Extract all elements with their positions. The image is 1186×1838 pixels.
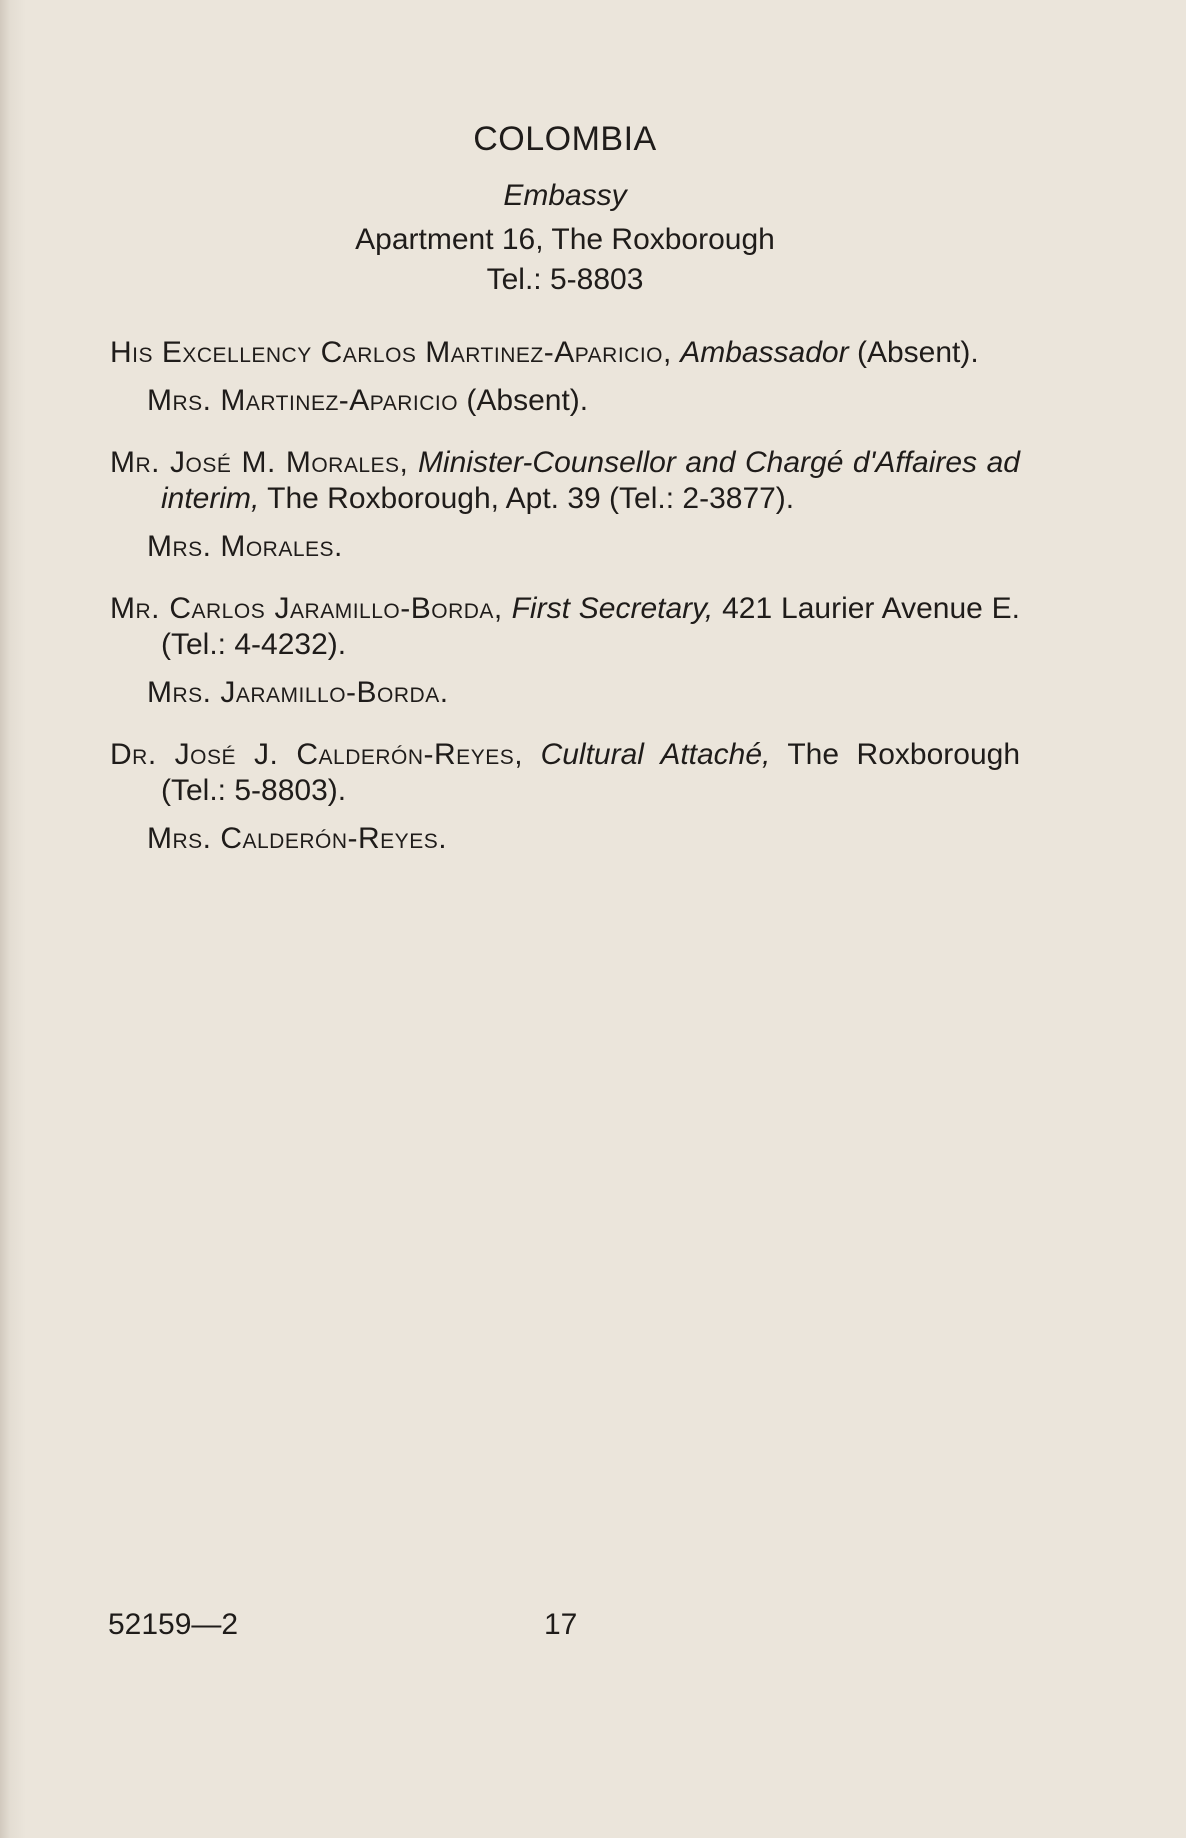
entry-block (110, 335, 1020, 419)
page-number: 17 (544, 1608, 578, 1641)
spouse-name: Mrs. Calderón-Reyes. (147, 822, 448, 855)
diplomat-entry (110, 335, 1020, 371)
diplomat-title: First Secretary, (511, 592, 714, 625)
diplomat-details: The Roxborough (Tel.: 5-8803). (161, 738, 1020, 807)
spouse-details: (Absent). (466, 384, 589, 417)
entry-block (110, 591, 1020, 711)
diplomat-entry (110, 737, 1020, 809)
country-heading: COLOMBIA (473, 120, 657, 158)
diplomat-title: Minister-Counsellor and Chargé d'Affaires ad interim, (161, 446, 1020, 515)
embassy-address: Apartment 16, The Roxborough (355, 223, 775, 256)
diplomat-details: (Absent). (856, 336, 979, 369)
entry-block (110, 445, 1020, 565)
diplomat-name: His Excellency Carlos Martinez-Aparicio, (110, 336, 672, 369)
spouse-entry (110, 529, 1020, 565)
diplomat-title: Ambassador (680, 336, 849, 369)
embassy-telephone: Tel.: 5-8803 (486, 263, 644, 296)
spouse-name: Mrs. Morales. (147, 530, 343, 563)
entry-block (110, 737, 1020, 857)
embassy-listing (110, 120, 1020, 883)
spouse-name: Mrs. Jaramillo-Borda. (147, 676, 449, 709)
diplomat-name: Dr. José J. Calderón-Reyes, (110, 738, 524, 771)
diplomat-details: 421 Laurier Avenue E. (Tel.: 4-4232). (161, 592, 1020, 661)
diplomat-title: Cultural Attaché, (540, 738, 771, 771)
embassy-subtitle: Embassy (503, 179, 627, 212)
diplomat-details: The Roxborough, Apt. 39 (Tel.: 2-3877). (267, 482, 795, 515)
spouse-name: Mrs. Martinez-Aparicio (147, 384, 459, 417)
diplomat-name: Mr. Carlos Jaramillo-Borda, (110, 592, 503, 625)
print-code: 52159—2 (108, 1608, 239, 1641)
spouse-entry (110, 821, 1020, 857)
diplomat-name: Mr. José M. Morales, (110, 446, 409, 479)
diplomat-entry (110, 591, 1020, 663)
spouse-entry (110, 383, 1020, 419)
spouse-entry (110, 675, 1020, 711)
diplomat-entry (110, 445, 1020, 517)
